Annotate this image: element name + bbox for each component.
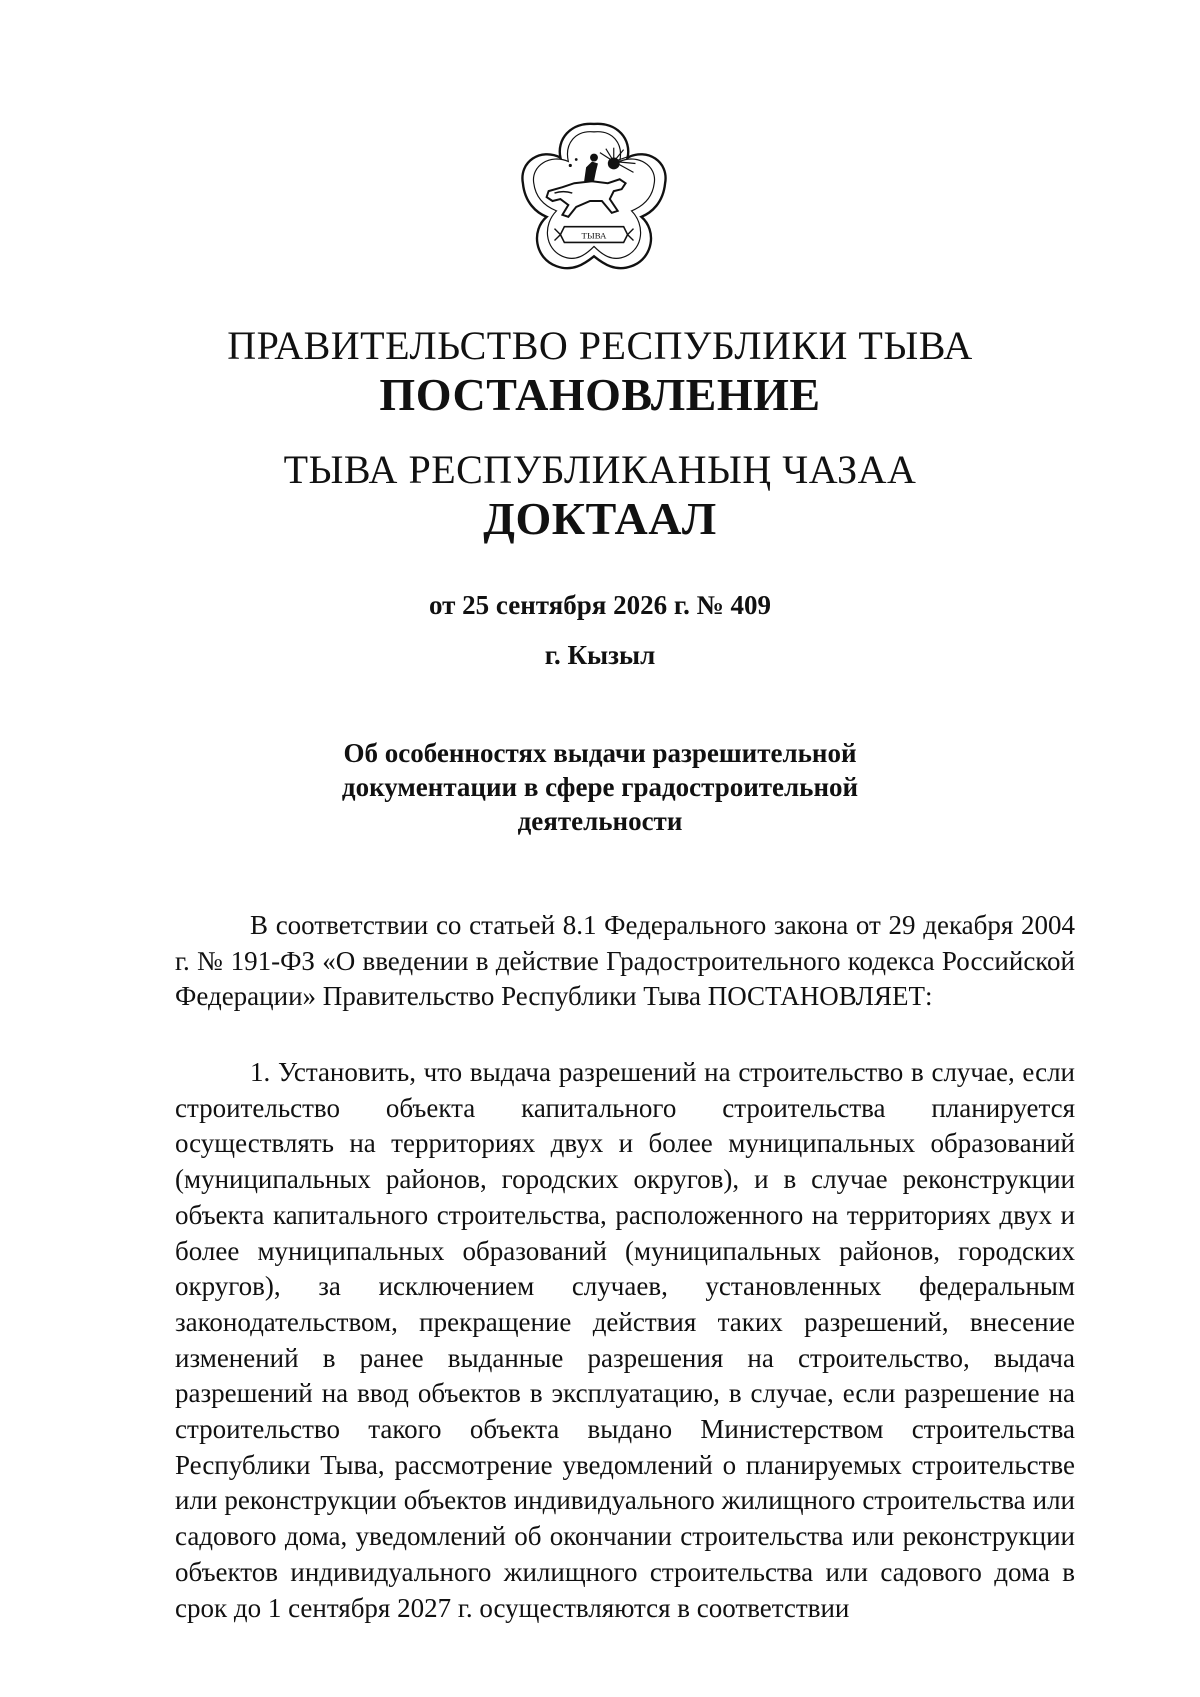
clause-1-paragraph: 1. Установить, что выдача разрешений на строительство в случае, если строительство объекта капитального строительства планируется осуществлять на территориях двух и более муниципальных образований (муниципальных районов, городских округов), и в случае реконструкции объекта капитального строительства, расположенного на территориях двух и более муниципальных образований (муниципальных районов, городских округов), за исключением случаев, установленных федеральным законодательством, прекращение действия таких разрешений, внесение изменений в ранее выданные разрешения на строительство, выдача разрешений на ввод объектов в эксплуатацию, в случае, если разрешение на строительство такого объекта выдано Министерством строительства Республики Тыва, рассмотрение уведомлений о планируемых строительстве или реконструкции объектов индивидуального жилищного строительства или садового дома, уведомлений об окончании строительства или реконструкции объектов индивидуального жилищного строительства или садового дома в срок до 1 сентября 2027 г. осуществляются в соответствии [175, 1057, 1075, 1623]
document-date-number: от 25 сентября 2026 г. № 409 [429, 590, 771, 620]
government-name-ru: ПРАВИТЕЛЬСТВО РЕСПУБЛИКИ ТЫВА [227, 323, 973, 368]
document-subject [0, 736, 1200, 838]
subject-line: Об особенностях выдачи разрешительной [343, 738, 857, 768]
document-type-tv: ДОКТААЛ [483, 493, 717, 544]
subject-line: деятельности [517, 806, 683, 836]
preamble-paragraph: В соответствии со статьей 8.1 Федерального закона от 29 декабря 2004 г. № 191-ФЗ «О введении в действие Градостроительного кодекса Российской Федерации» Правительство Республики Тыва ПОСТАНОВЛЯЕТ: [175, 910, 1075, 1012]
document-type-ru: ПОСТАНОВЛЕНИЕ [379, 369, 821, 420]
svg-text:ТЫВА: ТЫВА [581, 230, 607, 241]
subject-line: документации в сфере градостроительной [341, 772, 859, 802]
government-name-tv: ТЫВА РЕСПУБЛИКАНЫҢ ЧАЗАА [283, 447, 917, 492]
tuva-coat-of-arms-icon [515, 118, 673, 284]
document-city: г. Кызыл [544, 640, 656, 670]
